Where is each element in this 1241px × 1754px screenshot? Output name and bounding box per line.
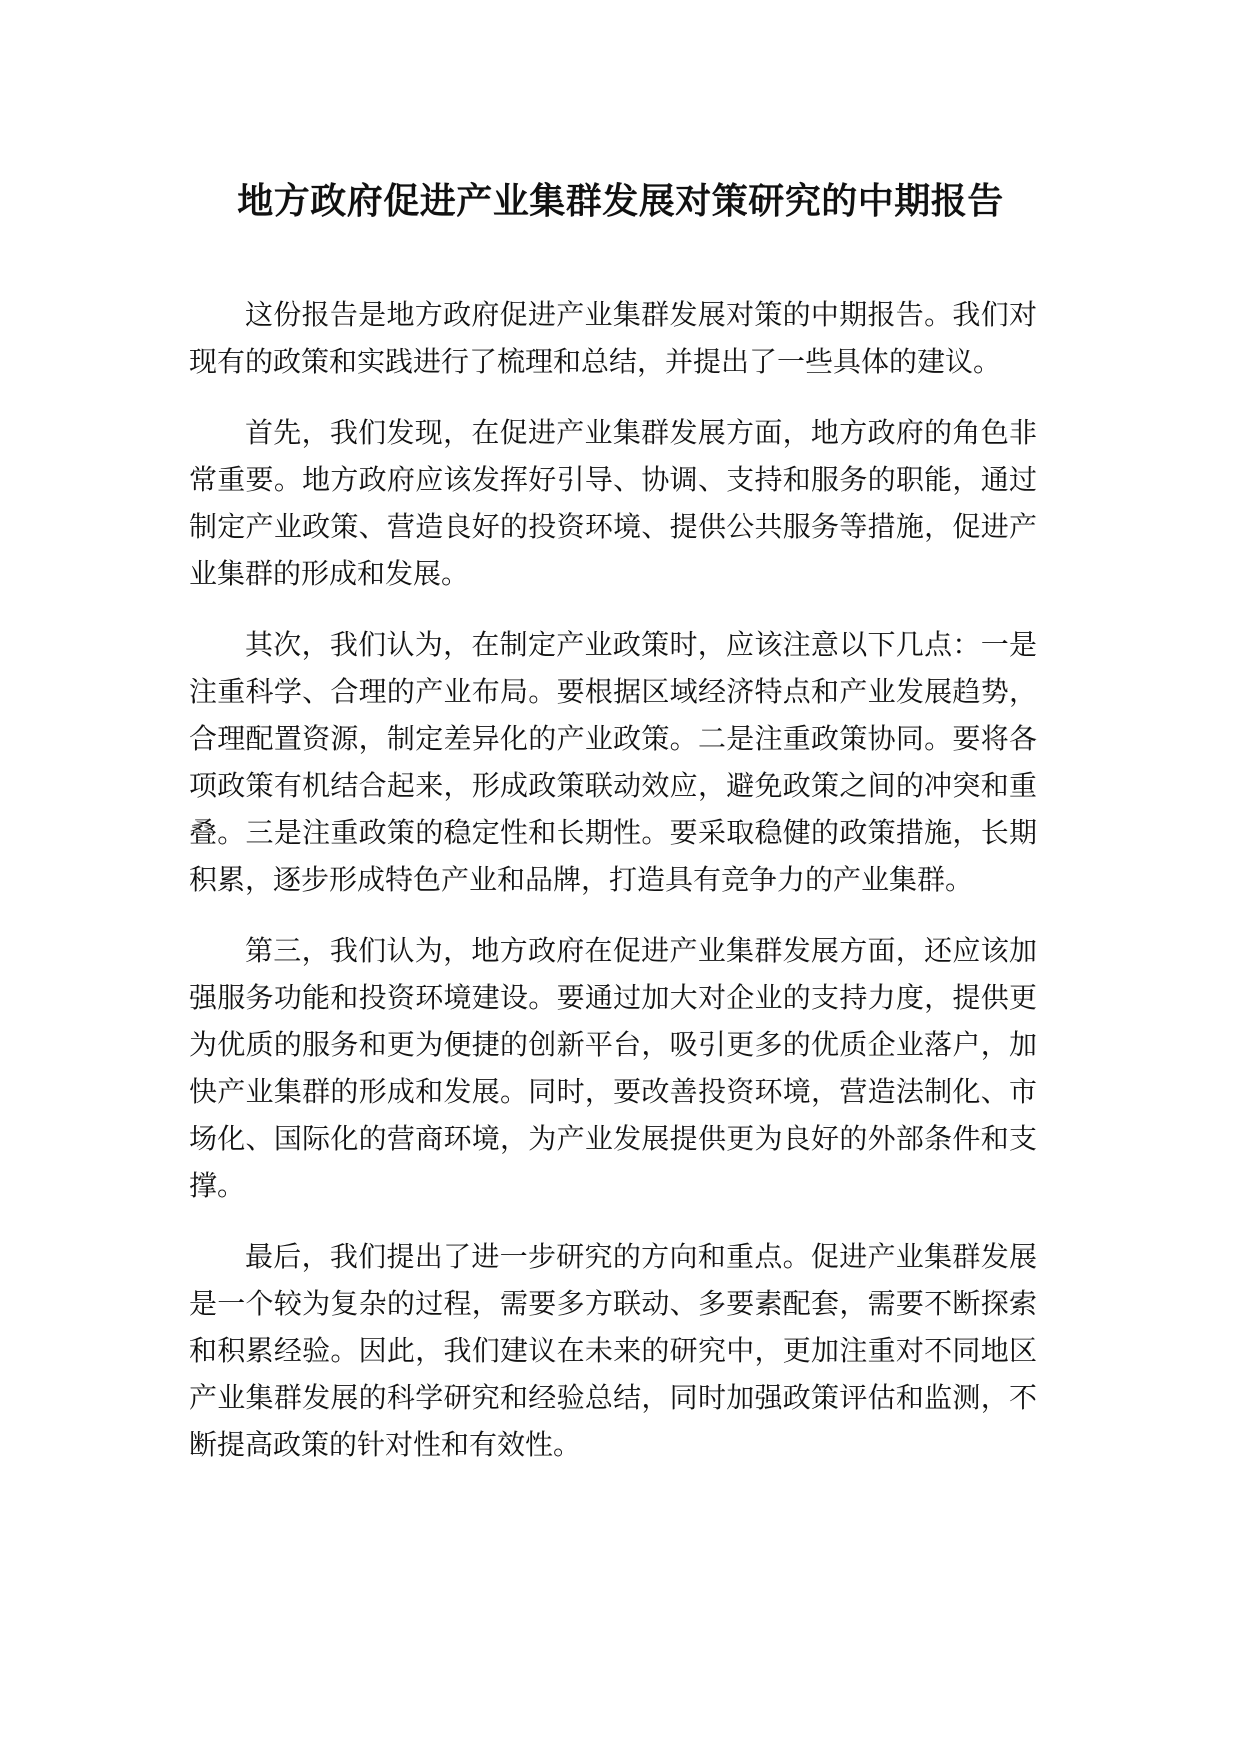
- paragraph-2: 首先，我们发现，在促进产业集群发展方面，地方政府的角色非常重要。地方政府应该发挥好引导、协调、支持和服务的职能，通过制定产业政策、营造良好的投资环境、提供公共服务等措施，促进产业集群的形成和发展。: [189, 416, 1037, 590]
- paragraph-4: 第三，我们认为，地方政府在促进产业集群发展方面，还应该加强服务功能和投资环境建设。要通过加大对企业的支持力度，提供更为优质的服务和更为便捷的创新平台，吸引更多的优质企业落户，加快产业集群的形成和发展。同时，要改善投资环境，营造法制化、市场化、国际化的营商环境，为产业发展提供更为良好的外部条件和支撑。: [189, 934, 1037, 1202]
- paragraph-3: 其次，我们认为，在制定产业政策时，应该注意以下几点：一是注重科学、合理的产业布局。要根据区域经济特点和产业发展趋势，合理配置资源，制定差异化的产业政策。二是注重政策协同。要将各项政策有机结合起来，形成政策联动效应，避免政策之间的冲突和重叠。三是注重政策的稳定性和长期性。要采取稳健的政策措施，长期积累，逐步形成特色产业和品牌，打造具有竞争力的产业集群。: [189, 628, 1037, 896]
- document-title: 地方政府促进产业集群发展对策研究的中期报告: [237, 181, 1004, 222]
- paragraph-5: 最后，我们提出了进一步研究的方向和重点。促进产业集群发展是一个较为复杂的过程，需要多方联动、多要素配套，需要不断探索和积累经验。因此，我们建议在未来的研究中，更加注重对不同地区产业集群发展的科学研究和经验总结，同时加强政策评估和监测，不断提高政策的针对性和有效性。: [189, 1240, 1037, 1461]
- document-body: [189, 291, 1037, 1492]
- paragraph-1: 这份报告是地方政府促进产业集群发展对策的中期报告。我们对现有的政策和实践进行了梳理和总结，并提出了一些具体的建议。: [189, 298, 1037, 378]
